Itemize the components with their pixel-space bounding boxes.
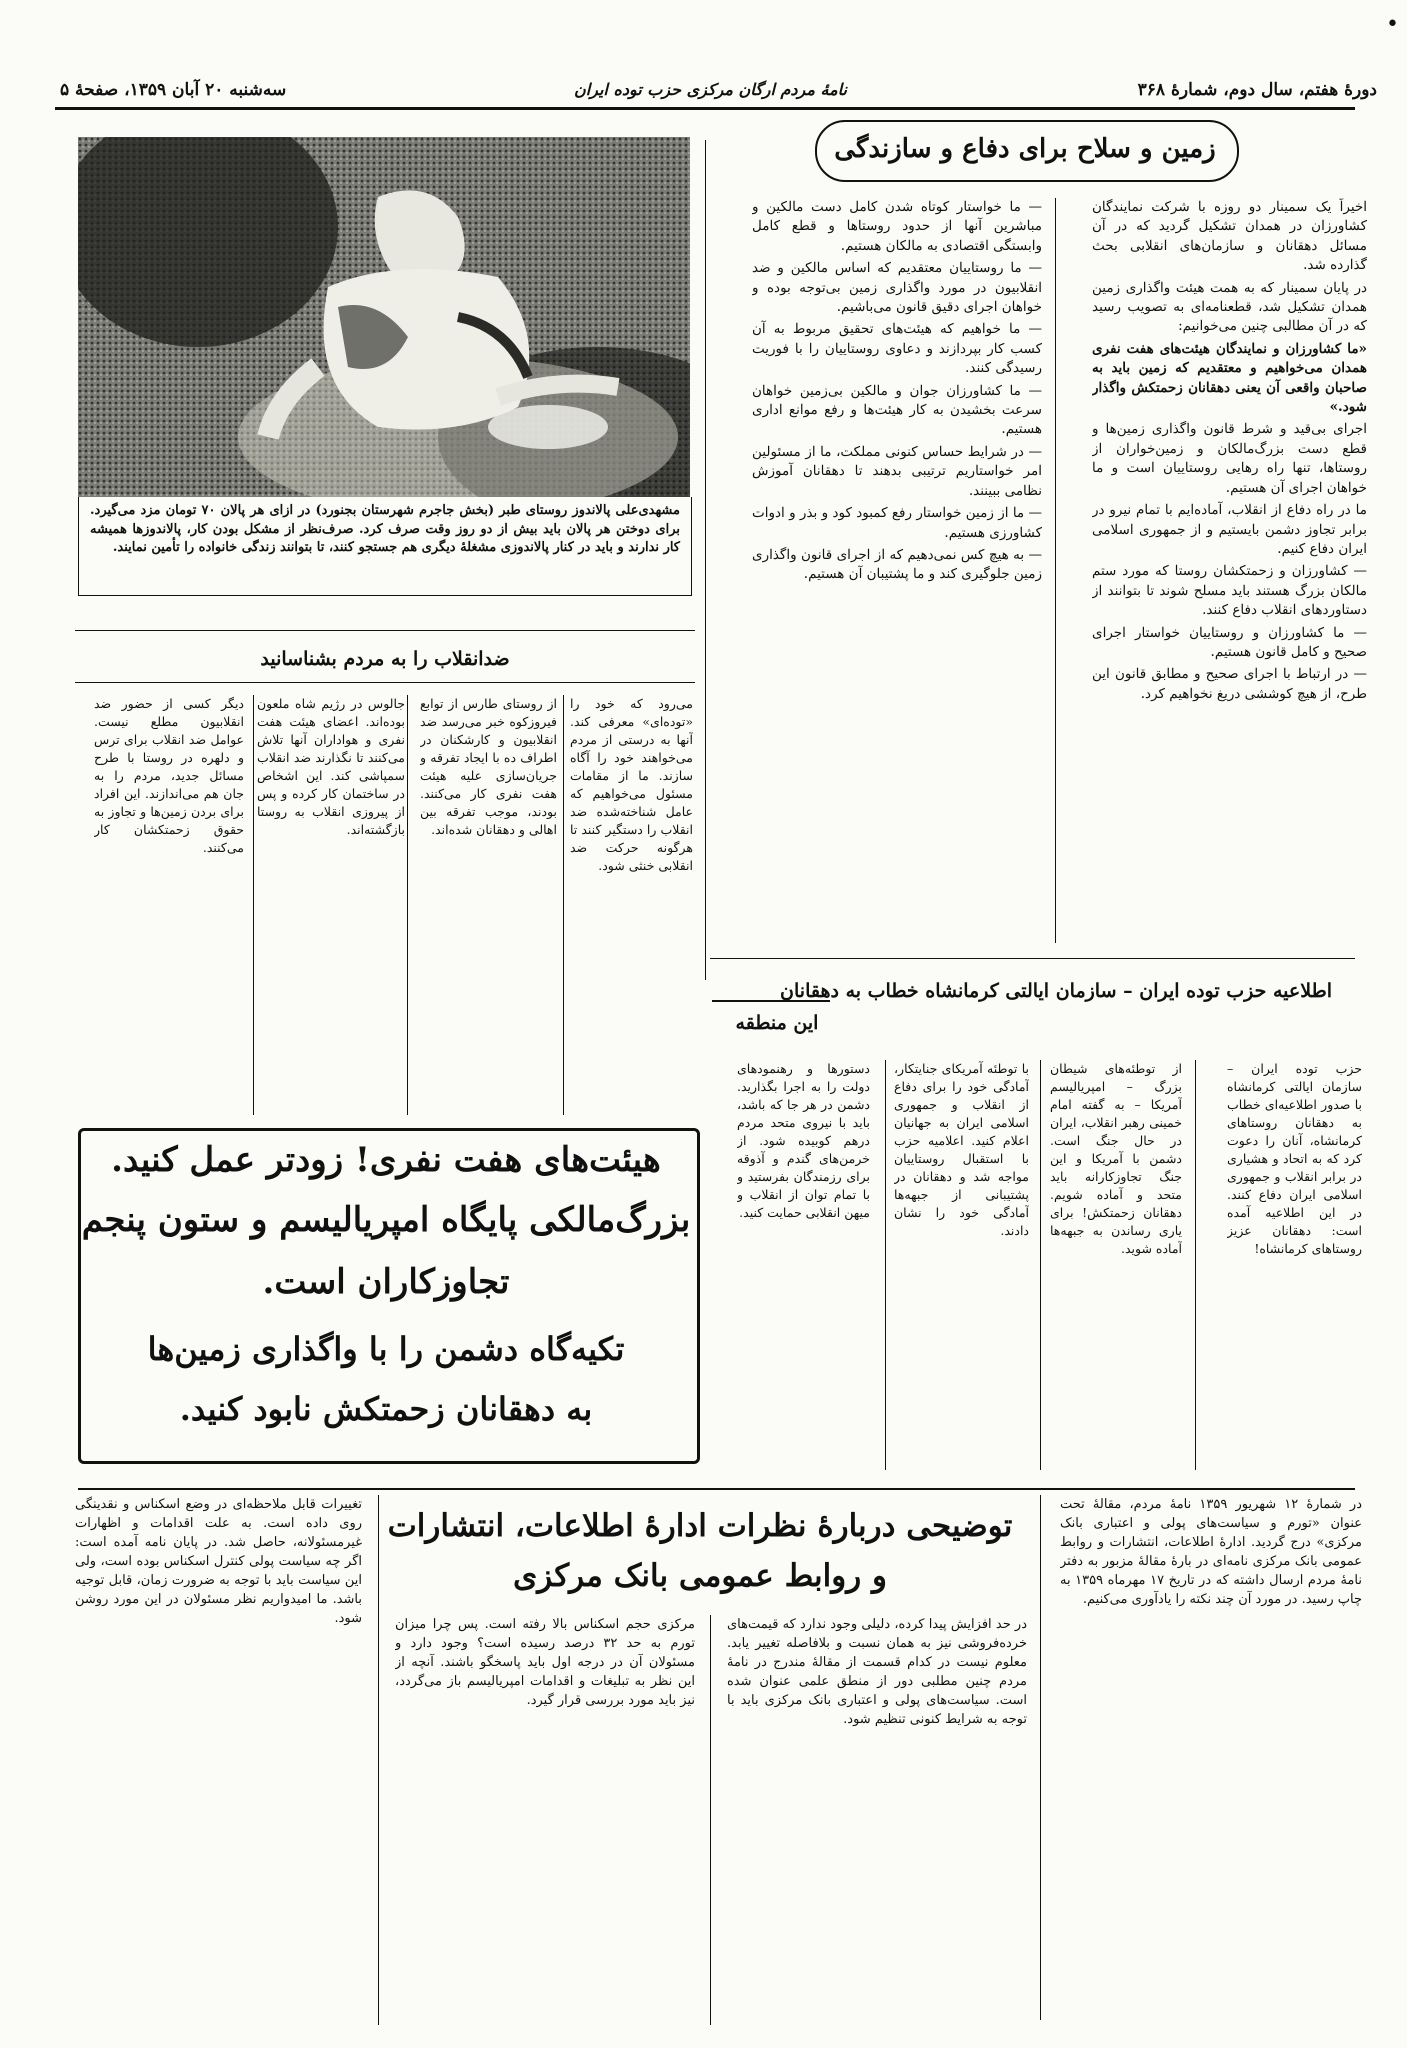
land-title: زمین و سلاح برای دفاع و سازندگی [834, 134, 1216, 164]
land-col-divider [1055, 198, 1056, 943]
land-para: — ما کشاورزان جوان و مالکین بی‌زمین خواهان سرعت بخشیدن به کار هیئت‌ها و رفع موانع اداری هستیم. [752, 382, 1042, 438]
bank-col-4: تغییرات قابل ملاحظه‌ای در وضع اسکناس و نقدینگی روی داده است. به علت اقدامات و اظهارات غیرمسئولانه، حاصل شد. در پایان نامه آمده است: اگر چه سیاست پولی کنترل اسکناس بوده است، ولی این سیاست باید با توجه به ضرورت زمان، قابل توجیه باشد. ما امیدواریم نظر مسئولان در این مورد روشن شود. [75, 1497, 362, 1626]
mid-rule-left [75, 630, 695, 631]
tudeh-title: اطلاعیه حزب توده ایران – سازمان ایالتی کرمانشاه خطاب به دهقانان [780, 980, 1332, 1002]
counter-col-4: می‌رود که خود را «توده‌ای» معرفی کند. آنها به درستی از مردم می‌خواهند خود را آگاه سازند. ما از مقامات مسئول می‌خواهیم که عامل شناخته‌شده ضد انقلاب را دستگیر کنند تا هرگونه حرکت ضد انقلابی خنثی شود. [570, 696, 693, 873]
land-para: — ما خواهیم که هیئت‌های تحقیق مربوط به آن کسب کار بپردازند و دعاوی روستاییان را با فوریت رسیدگی کنند. [752, 321, 1042, 377]
slogan-line: بزرگ‌مالکی پایگاه امپریالیسم و ستون پنجم [81, 1200, 691, 1240]
header-rule [55, 107, 1355, 110]
counter-col-2: جالوس در رژیم شاه ملعون بوده‌اند. اعضای هیئت هفت نفری و هواداران آنها تلاش می‌کنند تا نگذارند ضد انقلاب سمپاشی کند. این اشخاص در ساختمان کار کرده و پس از پیروزی انقلاب به روستا بازگشته‌اند. [257, 696, 405, 837]
bank-title: توضیحی دربارهٔ نظرات ادارهٔ اطلاعات، انتشارات [387, 1508, 1013, 1544]
land-para: — در شرایط حساس کنونی مملکت، ما از مسئولین امر خواستاریم ترتیبی بدهند تا دهقانان آموزش نظامی ببینند. [752, 443, 1042, 499]
header-masthead: نامهٔ مردم ارگان مرکزی حزب توده ایران [573, 80, 847, 99]
bank-col-2: در حد افزایش پیدا کرده، دلیلی وجود ندارد که قیمت‌های خرده‌فروشی نیز به همان نسبت و بلافاصله تغییر یابد. معلوم نیست در کدام قسمت از مقالهٔ مندرج در نامهٔ مردم چنین مطلبی دور از منطق علمی عنوان شده است. سیاست‌های پولی و اعتباری بانک مرکزی باید با توجه به شرایط کنونی تنظیم شود. [727, 1617, 1027, 1727]
land-para: — ما خواستار کوتاه شدن کامل دست مالکین و مباشرین آنها از حدود روستاها و قطع کامل وابستگی اقتصادی به مالکان هستیم. [752, 199, 1042, 254]
bank-divider [378, 1495, 379, 2025]
land-para: — ما از زمین خواستار رفع کمبود کود و بذر و ادوات کشاورزی هستیم. [752, 505, 1042, 541]
tudeh-divider [885, 1060, 886, 1470]
land-para: در پایان سمینار که به همت هیئت واگذاری زمین همدان تشکیل شد، قطعنامه‌ای به تصویب رسید که در آن مطالبی چنین می‌خوانیم: [1092, 279, 1367, 335]
land-para: — ما کشاورزان و روستاییان خواستار اجرای صحیح و کامل قانون هستیم. [1092, 624, 1367, 660]
bank-col-3: مرکزی حجم اسکناس بالا رفته است. پس چرا میزان تورم به حد ۳۲ درصد رسیده است؟ وجود دارد و مسئولان آن در درجه اول باید پاسخگو باشند. آنچه از این نظر به تبلیغات و اقدامات امپریالیسم باز می‌گردد، نیز باید مورد بررسی قرار گیرد. [395, 1617, 695, 1708]
slogan-line: هیئت‌های هفت نفری! زودتر عمل کنید. [111, 1140, 661, 1180]
land-para: «ما کشاورزان و نمایندگان هیئت‌های هفت نفری همدان می‌خواهیم و معتقدیم که زمین باید به صاحبان واقعی آن یعنی دهقانان زحمتکش واگذار شود.» [1092, 340, 1367, 416]
saddle-maker-photo [78, 137, 690, 497]
land-photo-divider [705, 140, 706, 980]
tudeh-title: این منطقه [735, 1012, 819, 1034]
land-para: — کشاورزان و زحمتکشان روستا که مورد ستم مالکان بزرگ هستند باید مسلح شوند تا بتوانند از دستاوردهای انقلاب دفاع کنند. [1092, 563, 1367, 619]
page-corner-mark: • [1386, 12, 1399, 37]
bank-title: و روابط عمومی بانک مرکزی [513, 1558, 887, 1594]
counter-divider [253, 695, 254, 1115]
tudeh-divider [1040, 1060, 1041, 1470]
slogan-line: تجاوزکاران است. [262, 1262, 510, 1302]
photo-caption: مشهدی‌علی پالاندوز روستای طبر (بخش جاجرم شهرستان بجنورد) در ازای هر پالان ۷۰ تومان مزد می‌گیرد. برای دوختن هر پالان باید بیش از دو روز وقت صرف کرد. صرف‌نظر از مشکل بودن کار، پالاندوزها همیشه کار ندارند و باید در کنار پالاندوزی مشغلهٔ دیگری هم جستجو کنند، تا بتوانند زندگی خانواده را تأمین نمایند. [90, 503, 680, 555]
bank-top-rule [78, 1488, 1355, 1490]
counter-divider [407, 695, 408, 1115]
photo-illustration [78, 137, 690, 497]
bank-divider [710, 1615, 711, 2025]
land-para: اخیراً یک سمینار دو روزه با شرکت نمایندگان کشاورزان در همدان تشکیل گردید که در آن مسائل دهقانان و سازمان‌های انقلابی بحث گذارده شد. [1092, 199, 1367, 274]
slogan-line: تکیه‌گاه دشمن را با واگذاری زمین‌ها [147, 1330, 625, 1368]
tudeh-col-3: با توطئه آمریکای جنایتکار، آمادگی خود را برای دفاع از انقلاب و جمهوری اسلامی ایران به جهانیان اعلام کنید. اعلامیه حزب با استقبال روستاییان مواجه شد و دهقانان در پشتیبانی از جبهه‌ها آمادگی خود را نشان دادند. [894, 1061, 1029, 1238]
counter-col-1: از روستای طارس از توابع فیروزکوه خبر می‌رسد ضد انقلابیون و کارشکنان در اطراف ده با ایجاد تفرقه و جریان‌سازی علیه هیئت هفت نفری کار می‌کنند. بودند، موجب تفرقه بین اهالی و دهقانان شده‌اند. [420, 696, 557, 837]
counter-title: ضدانقلاب را به مردم بشناسانید [260, 648, 510, 670]
land-para: — در ارتباط با اجرای صحیح و مطابق قانون این طرح، از هیچ کوششی دریغ نخواهیم کرد. [1092, 666, 1367, 702]
tudeh-divider [1195, 1060, 1196, 1470]
counter-col-3: دیگر کسی از حضور ضد انقلابیون مطلع نیست. عوامل ضد انقلاب برای ترس و دلهره در روستا با طرح مسائل جدید، مردم را به جان هم می‌اندازند. این افراد برای بردن زمین‌ها و تجاوز به حقوق زحمتکشان کار می‌کنند. [94, 696, 244, 855]
land-col-left [752, 198, 1042, 948]
land-para: ما در راه دفاع از انقلاب، آماده‌ایم با تمام نیرو در برابر تجاوز دشمن بایستیم و از جمهوری اسلامی ایران دفاع کنیم. [1092, 502, 1367, 557]
header-issue-info: دورهٔ هفتم، سال دوم، شمارهٔ ۳۶۸ [1137, 80, 1377, 100]
tudeh-col-1: حزب توده ایران – سازمان ایالتی کرمانشاه با صدور اطلاعیه‌ای خطاب به دهقانان روستاهای کرمانشاه، آنان را دعوت کرد که به اتحاد و هشیاری در برابر انقلاب و جمهوری اسلامی ایران دفاع کنند. در این اطلاعیه آمده است: دهقانان عزیز روستاهای کرمانشاه! [1227, 1061, 1362, 1256]
bank-col-1: در شمارهٔ ۱۲ شهریور ۱۳۵۹ نامهٔ مردم، مقالهٔ تحت عنوان «تورم و سیاست‌های پولی و اعتباری بانک مرکزی» درج گردید. ادارهٔ اطلاعات، انتشارات و روابط عمومی بانک مرکزی نامه‌ای در بارهٔ مقالهٔ مزبور به دفتر نامهٔ مردم ارسال داشته که در تاریخ ۱۷ مهرماه ۱۳۵۹ به چاپ رسید. در مورد آن چند نکته را یادآوری می‌کنیم. [1060, 1497, 1362, 1607]
land-para: — ما روستاییان معتقدیم که اساس مالکین و ضد انقلابیون در مورد واگذاری زمین بی‌توجه بوده و خواهان اجرای دقیق قانون می‌باشیم. [752, 260, 1042, 316]
tudeh-col-2: از توطئه‌های شیطان بزرگ – امپریالیسم آمریکا – به گفته امام خمینی رهبر انقلاب، ایران در حال جنگ است. دشمن با آمریکا و این جنگ تجاوزکارانه باید متحد و آماده شویم. دهقانان زحمتکش! برای یاری رساندن به جبهه‌ها آماده شوید. [1050, 1061, 1182, 1256]
tudeh-top-rule [710, 958, 1355, 959]
land-para: اجرای بی‌قید و شرط قانون واگذاری زمین‌ها و قطع دست بزرگ‌مالکان و زمین‌خواران از روستاها، تنها راه رهایی روستاییان است و ما خواهان اجرای آن هستیم. [1092, 421, 1367, 496]
slogan-line: به دهقانان زحمتکش نابود کنید. [179, 1390, 593, 1428]
land-para: — به هیچ کس نمی‌دهیم که از اجرای قانون واگذاری زمین جلوگیری کند و ما پشتیبان آن هستیم. [752, 546, 1042, 583]
header-date-page: سه‌شنبه ۲۰ آبان ۱۳۵۹، صفحهٔ ۵ [60, 80, 287, 100]
counter-divider [563, 695, 564, 1115]
counter-title-rule [75, 682, 695, 683]
bank-divider [1040, 1495, 1041, 2020]
land-col-right [1092, 198, 1367, 948]
tudeh-col-4: دستورها و رهنمودهای دولت را به اجرا بگذارید. دشمن در هر جا که باشد، باید با نیروی متحد مردم درهم کوبیده شود. از خرمن‌های گندم و آذوقه برای رزمندگان بفرستید و با تمام توان از انقلاب و میهن انقلابی حمایت کنید. [737, 1061, 870, 1220]
tudeh-title-rule [712, 1000, 830, 1002]
